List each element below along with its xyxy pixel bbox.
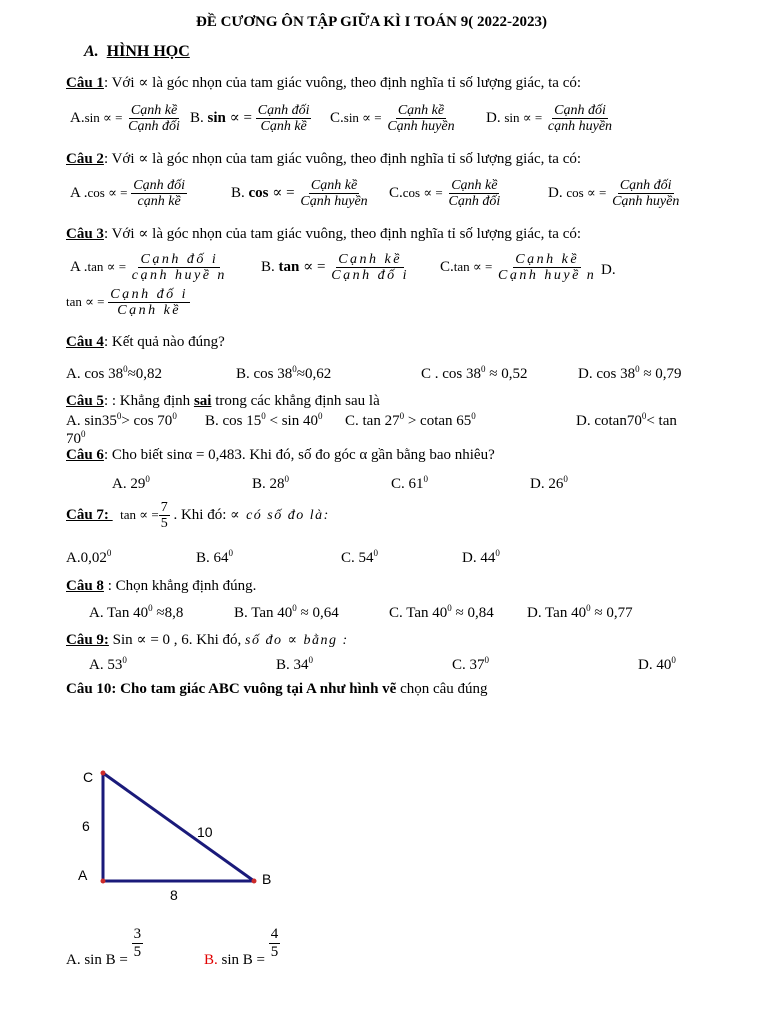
option-d: [462, 548, 500, 567]
option-text-2: > cotan 65: [404, 413, 472, 429]
denominator: Cạnh đối: [448, 194, 501, 209]
degree-sup: 0: [586, 603, 591, 613]
fraction: [298, 178, 369, 209]
numerator: Cạnh kề: [397, 103, 445, 118]
question-label: Câu 7:: [66, 506, 113, 523]
question-tail: số đo ∝ bằng :: [245, 633, 349, 648]
option-text: B. 34: [276, 657, 309, 673]
denominator: Cạnh kề: [117, 303, 182, 318]
option-d: [66, 287, 190, 318]
option-b: [231, 178, 370, 209]
option-text: D. Tan 40: [527, 605, 587, 621]
option-text-2: < sin 40: [265, 413, 318, 429]
fraction: [130, 252, 229, 283]
option-letter: B.: [261, 258, 279, 275]
denominator: Cạnh huyền: [300, 194, 368, 209]
point-b: [252, 879, 257, 884]
option-fn: sin: [207, 109, 226, 126]
option-fn: sin ∝ =: [504, 109, 543, 125]
question-text-tail: trong các khẳng định sau là: [211, 393, 380, 409]
triangle-figure: [60, 760, 300, 910]
question-6: [66, 447, 495, 464]
degree-sup: 0: [373, 548, 379, 558]
option-b: [261, 252, 411, 283]
page-title: ĐỀ CƯƠNG ÔN TẬP GIỮA KÌ I TOÁN 9( 2022-2023): [196, 14, 547, 30]
option-c: [421, 364, 527, 383]
option-text: A. sin B =: [66, 952, 132, 968]
option-fn: tan ∝ =: [453, 258, 493, 274]
question-label: Câu 2: [66, 151, 104, 167]
question-text: : Cho biết sinα = 0,483. Khi đó, số đo góc α gần bằng bao nhiêu?: [103, 447, 495, 463]
question-text: chọn câu đúng: [400, 681, 488, 697]
denominator: Cạnh huyề n: [498, 268, 597, 283]
option-letter: D.: [548, 184, 567, 201]
fraction: [496, 252, 598, 283]
option-text: D. cotan70: [576, 413, 642, 429]
degree-sup: 0: [423, 474, 429, 484]
degree-sup: 0: [317, 411, 323, 421]
degree-sup: 0: [484, 655, 490, 665]
question-4: [66, 334, 225, 351]
question-text: . Khi đó:: [173, 506, 231, 523]
numerator: Cạnh đối: [554, 103, 606, 118]
emphasis-sai: sai: [193, 393, 212, 409]
numerator: Cạnh kề: [451, 178, 498, 193]
question-label: Câu 6: [66, 447, 104, 463]
degree-sup: 0: [172, 411, 177, 421]
question-text: : : Khẳng định: [103, 393, 194, 409]
degree-sup: 0: [148, 603, 153, 613]
numerator: Cạnh kề: [130, 103, 178, 118]
question-7: [66, 500, 330, 531]
numerator: Cạnh đối: [133, 178, 185, 193]
question-label: Câu 5: [66, 393, 104, 409]
option-d: [527, 603, 633, 622]
point-a: [101, 879, 106, 884]
degree-sup: 0: [116, 411, 122, 421]
point-c: [101, 771, 106, 776]
question-text: : Kết quả nào đúng?: [103, 334, 225, 350]
denominator: 5: [160, 516, 168, 531]
option-letter: A .: [70, 258, 88, 275]
option-letter: B.: [231, 184, 249, 201]
degree-sup: 0: [284, 474, 290, 484]
option-value: ≈ 0,79: [639, 366, 682, 382]
option-c: [440, 252, 598, 283]
option-a: [112, 474, 150, 493]
numerator: Cạnh kề: [515, 252, 580, 267]
question-10: [66, 681, 488, 698]
option-a: [66, 364, 162, 383]
option-value: ≈ 0,52: [485, 366, 528, 382]
option-text: A.0,02: [66, 550, 107, 566]
fraction: [256, 103, 312, 134]
question-label: Câu 1: [66, 75, 104, 91]
option-text-2: < tan: [646, 413, 677, 429]
option-text: C. 61: [391, 476, 424, 492]
degree-sup: 0: [447, 603, 452, 613]
option-fn: sin ∝ =: [84, 109, 123, 125]
option-text: B. 28: [252, 476, 285, 492]
option-letter: B.: [190, 109, 208, 126]
question-8: [66, 578, 256, 595]
option-letter: A .: [70, 184, 88, 201]
question-fn: tan ∝ =: [120, 506, 159, 522]
degree-sup: 0: [123, 364, 128, 374]
label-c: C: [83, 769, 94, 785]
numerator: 3: [133, 926, 142, 942]
option-text: D. cos 38: [578, 366, 636, 382]
degree-sup: 0: [641, 411, 647, 421]
label-side-ca: 6: [82, 818, 90, 834]
option-value: ≈ 0,64: [296, 605, 339, 621]
option-fn-rest: ∝ =: [268, 184, 299, 201]
fraction: [159, 500, 170, 531]
option-fn: cos ∝ =: [566, 184, 607, 200]
option-c: [391, 474, 428, 493]
question-9: [66, 630, 349, 649]
numerator: Cạnh đố i: [110, 287, 188, 302]
option-text: B. cos 38: [236, 366, 293, 382]
option-a: [89, 655, 127, 674]
option-text: B. Tan 40: [234, 605, 293, 621]
question-text: : Với ∝ là góc nhọn của tam giác vuông, theo định nghĩa tỉ số lượng giác, ta có:: [103, 226, 582, 242]
degree-sup: 0: [308, 655, 314, 665]
option-b: [190, 103, 311, 134]
option-text-2: > cos 70: [121, 413, 173, 429]
option-b: [252, 474, 289, 493]
option-b: [276, 655, 313, 674]
fraction: [329, 252, 411, 283]
denominator: 5: [270, 944, 279, 960]
option-text: D. 44: [462, 550, 496, 566]
option-text: C . cos 38: [421, 366, 481, 382]
option-text: A. 29: [112, 476, 146, 492]
option-d: [548, 178, 681, 209]
denominator: Cạnh đố i: [331, 268, 409, 283]
option-text: C. Tan 40: [389, 605, 448, 621]
option-b: [205, 411, 322, 430]
option-text: C. tan 27: [345, 413, 400, 429]
option-c: [345, 411, 476, 430]
question-tail: ∝ có số đo là:: [230, 507, 330, 523]
degree-sup: 0: [122, 655, 127, 665]
option-b: [234, 603, 339, 622]
option-text: sin B =: [217, 952, 269, 968]
question-label: Câu 9:: [66, 632, 109, 648]
numerator: Cạnh kề: [338, 252, 402, 267]
section-heading: [84, 43, 190, 61]
label-a: A: [78, 867, 88, 883]
denominator: Cạnh đối: [128, 119, 180, 134]
option-letter: C.: [389, 184, 403, 201]
option-text: A. sin35: [66, 413, 117, 429]
option-text: A. Tan 40: [89, 605, 149, 621]
option-b: [236, 364, 331, 383]
option-a: [70, 252, 229, 283]
question-5: [66, 393, 380, 410]
question-text: : Chọn khẳng định đúng.: [103, 578, 257, 594]
question-3: [66, 224, 581, 243]
fraction: [108, 287, 190, 318]
numerator: Cạnh đố i: [140, 252, 219, 267]
option-c: [452, 655, 489, 674]
option-value: ≈8,8: [152, 605, 184, 621]
option-text: D. 40: [638, 657, 672, 673]
degree-sup: 0: [145, 474, 150, 484]
fraction: [131, 178, 187, 209]
option-letter: A.: [70, 109, 85, 126]
option-a: [66, 411, 177, 430]
option-fn: cos ∝ =: [402, 184, 443, 200]
option-d: [486, 103, 614, 134]
label-side-ab: 8: [170, 887, 178, 903]
option-text: B. 64: [196, 550, 229, 566]
option-letter: C.: [440, 258, 454, 275]
degree-sup: 0: [481, 364, 486, 374]
option-b: [204, 926, 280, 969]
option-text-3: 70: [66, 431, 81, 447]
option-c: [341, 548, 378, 567]
question-1: [66, 73, 581, 92]
option-text: C. 54: [341, 550, 374, 566]
option-text: D. 26: [530, 476, 564, 492]
option-value: ≈ 0,77: [590, 605, 633, 621]
side-cb: [103, 773, 254, 881]
denominator: Cạnh huyền: [612, 194, 680, 209]
numerator: Cạnh đối: [257, 103, 310, 118]
degree-sup: 0: [81, 429, 86, 439]
denominator: Cạnh kề: [260, 119, 307, 134]
option-c: [389, 603, 494, 622]
question-label: Câu 4: [66, 334, 104, 350]
option-d-letter: D.: [601, 262, 616, 278]
option-d: [576, 411, 677, 430]
denominator: cạnh huyền: [547, 119, 613, 134]
fraction: [546, 103, 614, 134]
numerator: Cạnh kề: [310, 178, 358, 193]
section-letter: A.: [84, 43, 99, 60]
fraction: [446, 178, 502, 209]
option-fn: tan ∝ =: [87, 258, 127, 274]
option-fn: tan ∝ =: [66, 293, 105, 309]
label-b: B: [262, 871, 272, 887]
degree-sup: 0: [635, 364, 640, 374]
option-text: B. cos 15: [205, 413, 262, 429]
option-fn-rest: ∝ =: [299, 258, 330, 275]
question-label: Câu 3: [66, 226, 104, 242]
option-letter: C.: [330, 109, 344, 126]
degree-sup: 0: [495, 548, 500, 558]
question-text: : Với ∝ là góc nhọn của tam giác vuông, theo định nghĩa tỉ số lượng giác, ta có:: [103, 75, 582, 91]
option-a: [66, 548, 111, 567]
question-2: [66, 149, 581, 168]
option-fn: sin ∝ =: [343, 109, 382, 125]
question-text: Sin ∝ = 0 , 6. Khi đó,: [108, 632, 246, 648]
fraction: [126, 103, 182, 134]
degree-sup: 0: [228, 548, 234, 558]
question-label: Câu 10: Cho tam giác ABC vuông tại A như hình vẽ: [66, 681, 401, 697]
denominator: Cạnh huyền: [387, 119, 455, 134]
fraction: [269, 926, 281, 961]
option-a: [66, 926, 143, 969]
option-value: ≈0,62: [296, 366, 332, 382]
option-fn: cos ∝ =: [87, 184, 128, 200]
denominator: cạnh huyề n: [131, 268, 227, 283]
degree-sup: 0: [292, 364, 297, 374]
fraction: [385, 103, 456, 134]
degree-sup: 0: [261, 411, 266, 421]
option-d-continued: [66, 429, 86, 448]
degree-sup: 0: [292, 603, 297, 613]
option-letter: B.: [204, 952, 218, 968]
option-d: [638, 655, 676, 674]
option-value: ≈0,82: [127, 366, 163, 382]
option-c: [389, 178, 502, 209]
question-label: Câu 8: [66, 578, 104, 594]
option-fn-rest: ∝ =: [225, 109, 256, 126]
degree-sup: 0: [471, 411, 476, 421]
option-value: ≈ 0,84: [451, 605, 494, 621]
option-fn: tan: [278, 258, 300, 275]
question-text: : Với ∝ là góc nhọn của tam giác vuông, theo định nghĩa tỉ số lượng giác, ta có:: [103, 151, 582, 167]
denominator: cạnh kề: [137, 194, 181, 209]
label-side-cb: 10: [197, 824, 213, 840]
degree-sup: 0: [671, 655, 676, 665]
option-c: [330, 103, 457, 134]
degree-sup: 0: [399, 411, 405, 421]
option-a: [70, 178, 187, 209]
option-d: [530, 474, 568, 493]
option-a: [70, 103, 182, 134]
denominator: 5: [133, 944, 142, 960]
degree-sup: 0: [563, 474, 568, 484]
option-b: [196, 548, 233, 567]
option-d: [578, 364, 682, 383]
option-fn: cos: [248, 184, 269, 201]
numerator: 7: [160, 500, 168, 515]
numerator: Cạnh đối: [619, 178, 672, 193]
section-name: HÌNH HỌC: [106, 43, 190, 60]
option-letter: D.: [486, 109, 505, 126]
option-text: A. cos 38: [66, 366, 124, 382]
option-text: C. 37: [452, 657, 485, 673]
fraction: [610, 178, 681, 209]
option-a: [89, 603, 183, 622]
option-text: A. 53: [89, 657, 123, 673]
degree-sup: 0: [106, 548, 112, 558]
numerator: 4: [270, 926, 279, 942]
fraction: [132, 926, 144, 961]
